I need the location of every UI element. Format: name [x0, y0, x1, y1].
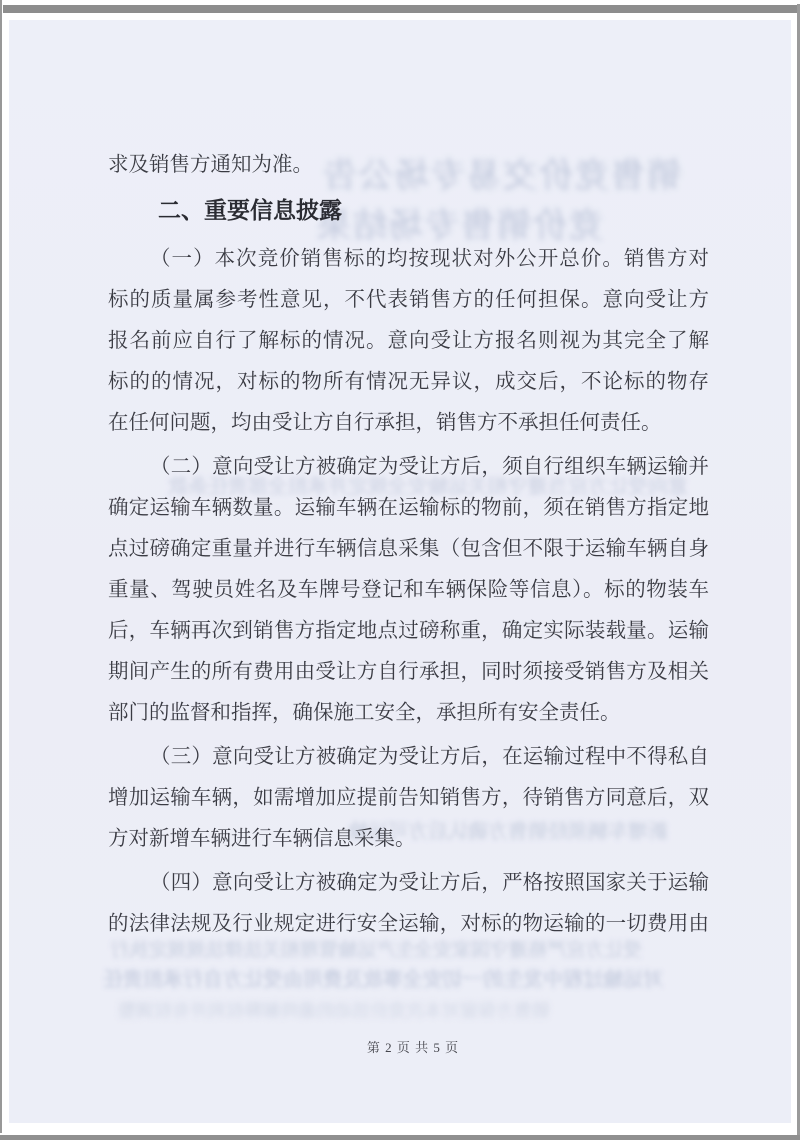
text-line: 在任何问题，均由受让方自行承担，销售方不承担任何责任。: [108, 412, 662, 434]
text-line: （三）意向受让方被确定为受让方后，在运输过程中不得私自: [150, 746, 709, 768]
text-line: 增加运输车辆，如需增加应提前告知销售方，待销售方同意后，双: [108, 787, 709, 809]
bleed-through-text-line: 新增车辆须经销售方确认后方可运输: [348, 821, 668, 843]
text-line: 点过磅确定重量并进行车辆信息采集（包含但不限于运输车辆自身: [108, 538, 709, 560]
text-line: 确定运输车辆数量。运输车辆在运输标的物前，须在销售方指定地: [108, 497, 709, 519]
scan-frame-left: [0, 0, 2, 1133]
text-line: 后，车辆再次到销售方指定地点过磅称重，确定实际装载量。运输: [108, 620, 709, 642]
text-line: 期间产生的所有费用由受让方自行承担，同时须接受销售方及相关: [108, 661, 709, 683]
text-line: （二）意向受让方被确定为受让方后，须自行组织车辆运输并: [150, 456, 709, 478]
document-body: [108, 145, 709, 948]
text-line: 重量、驾驶员姓名及车牌号登记和车辆保险等信息）。标的物装车: [108, 579, 709, 601]
bleed-through-text-line: 受让方应严格遵守国家安全生产运输管理相关法律法规规定执行: [110, 940, 643, 961]
text-line: 部门的监督和指挥，确保施工安全，承担所有安全责任。: [108, 702, 621, 724]
text-line: 方对新增车辆进行车辆信息采集。: [108, 828, 416, 850]
text-line: （一）本次竞价销售标的均按现状对外公开总价。销售方对: [150, 248, 709, 270]
paragraph-2: [108, 447, 709, 734]
text-line: （四）意向受让方被确定为受让方后，严格按照国家关于运输: [150, 872, 709, 894]
text-line: 报名前应自行了解标的情况。意向受让方报名则视为其完全了解: [108, 330, 709, 352]
section-heading: 二、重要信息披露: [158, 197, 342, 223]
text-line: 标的质量属参考性意见，不代表销售方的任何担保。意向受让方: [108, 289, 709, 311]
paragraph-3: [108, 737, 709, 860]
paragraph-4: [108, 863, 709, 945]
page-number-footer: 第 2 页 共 5 页: [366, 1040, 460, 1055]
scan-frame-bottom: [0, 1135, 800, 1140]
bleed-through-title-line-2: 竞价销售专场结果: [315, 207, 603, 245]
scan-frame-top: [3, 5, 800, 13]
continuation-line: 求及销售方通知为准。: [108, 154, 313, 176]
paragraph-1: [108, 239, 709, 444]
text-line: 的法律法规及行业规定进行安全运输，对标的物运输的一切费用由: [108, 913, 709, 935]
bleed-through-text-line: 销售方保留对本次竞价活动的最终解释权利并有权调整: [118, 1001, 550, 1021]
text-line: 标的的情况，对标的物所有情况无异议，成交后，不论标的物存: [108, 371, 709, 393]
bleed-through-title-line-1: 销售竞价交易专场公告: [321, 157, 681, 195]
bleed-through-text-line: 对运输过程中发生的一切安全事故及费用由受让方自行承担责任: [103, 969, 663, 991]
bleed-through-text-line: 意向受让方应当遵守相关运输安全规定并承担全部责任条款: [168, 476, 688, 498]
scanned-document-page: [9, 20, 791, 1123]
